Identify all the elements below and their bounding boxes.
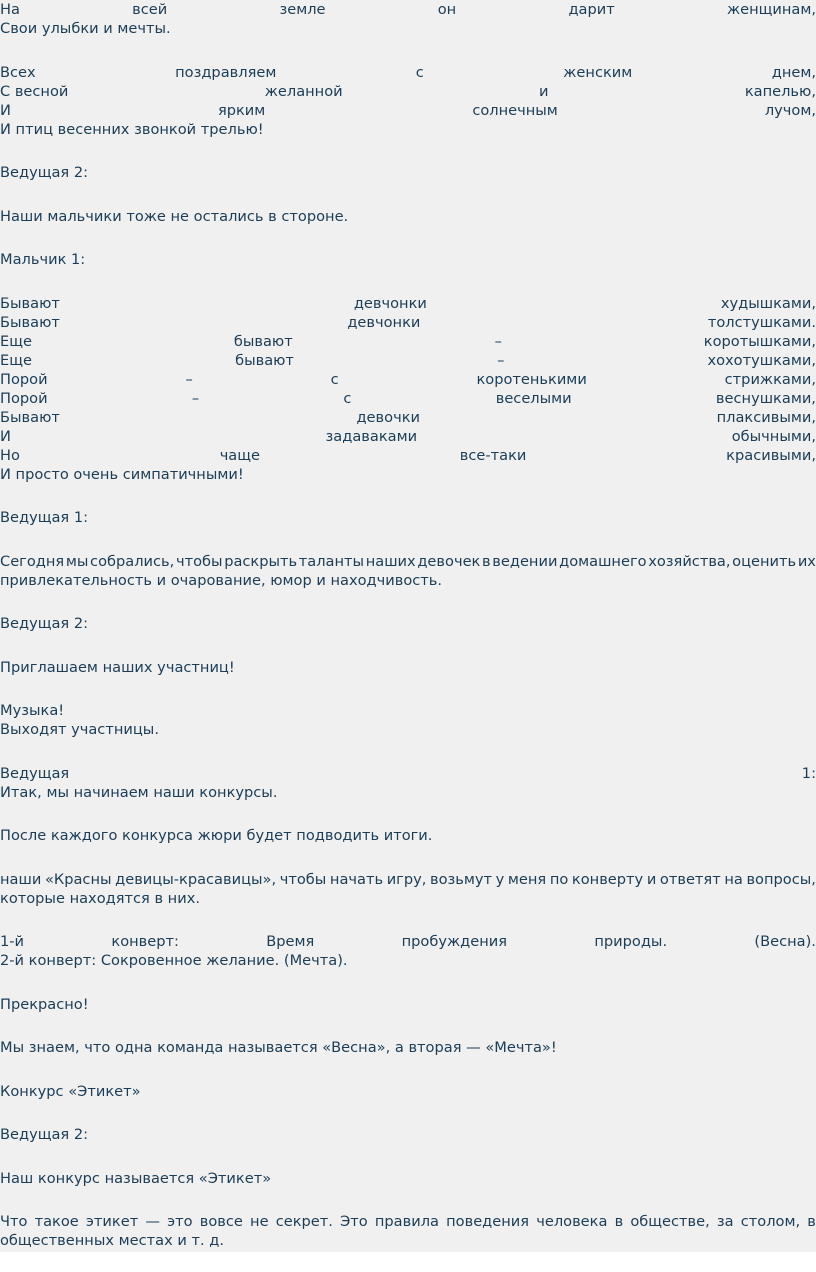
speaker-label: Мальчик 1: bbox=[0, 251, 86, 268]
word: в bbox=[482, 552, 491, 570]
word: днем, bbox=[771, 63, 816, 81]
justified-line bbox=[0, 870, 816, 889]
poem-stanza-1 bbox=[0, 0, 816, 38]
word: обществе, bbox=[630, 1213, 710, 1230]
paragraph: Наш конкурс называется «Этикет» bbox=[0, 1169, 272, 1187]
word: женщинам, bbox=[726, 1, 816, 18]
word: бывают bbox=[233, 332, 293, 350]
word: Еще bbox=[0, 332, 32, 350]
word: природы. bbox=[594, 933, 668, 950]
paragraph bbox=[0, 870, 816, 908]
word: плаксивыми, bbox=[716, 408, 816, 426]
word: чтобы bbox=[175, 552, 223, 570]
word: оценить bbox=[732, 552, 797, 570]
justified-line bbox=[0, 552, 816, 571]
speaker-label: Ведущая 2: bbox=[0, 1126, 89, 1143]
word: ведении bbox=[492, 552, 558, 570]
word: начать bbox=[329, 870, 384, 888]
word: за bbox=[716, 1213, 734, 1230]
word: толстушками. bbox=[707, 313, 816, 331]
word: земле bbox=[279, 1, 326, 18]
word: он bbox=[437, 1, 457, 18]
word: бывают bbox=[235, 351, 294, 369]
speaker-label: Ведущая 2: bbox=[0, 615, 89, 632]
word: собрались, bbox=[90, 552, 175, 570]
word: стрижками, bbox=[724, 370, 816, 388]
paragraph-line: общественных местах и т. д. bbox=[0, 1232, 225, 1249]
justified-line bbox=[0, 294, 816, 313]
word: девочек bbox=[417, 552, 481, 570]
word: девчонки bbox=[353, 294, 427, 312]
word: человека bbox=[536, 1213, 608, 1230]
word: и bbox=[646, 870, 657, 888]
word: их bbox=[797, 552, 816, 570]
word: конверт: bbox=[111, 933, 179, 950]
word: худышками, bbox=[720, 294, 816, 312]
justified-line bbox=[0, 764, 816, 783]
word: — bbox=[145, 1213, 160, 1230]
word: с bbox=[415, 63, 424, 81]
justified-line bbox=[0, 63, 816, 82]
paragraph bbox=[0, 1212, 816, 1250]
envelopes bbox=[0, 932, 816, 970]
poem-line: И просто очень симпатичными! bbox=[0, 465, 244, 483]
stage-direction bbox=[0, 701, 816, 739]
word: это bbox=[167, 1213, 193, 1230]
word: веснушками, bbox=[715, 389, 816, 407]
word: игру, bbox=[386, 870, 427, 888]
word: конверту bbox=[571, 870, 644, 888]
word: На bbox=[0, 1, 20, 18]
paragraph: Приглашаем наших участниц! bbox=[0, 658, 235, 676]
word: в bbox=[807, 1213, 816, 1230]
word: дарит bbox=[568, 1, 615, 18]
speaker-label: Ведущая 1: bbox=[0, 509, 89, 526]
word: с bbox=[330, 370, 339, 388]
justified-line bbox=[0, 351, 816, 370]
word: секрет. bbox=[275, 1213, 333, 1230]
word: коротышками, bbox=[703, 332, 816, 350]
word: И bbox=[0, 427, 11, 445]
word: домашнего bbox=[559, 552, 647, 570]
word: чтобы bbox=[279, 870, 327, 888]
word: «Красны bbox=[44, 870, 112, 888]
paragraph: Наши мальчики тоже не остались в стороне. bbox=[0, 207, 349, 225]
paragraph: После каждого конкурса жюри будет подводить итоги. bbox=[0, 827, 433, 844]
word: девицы-красавицы», bbox=[115, 870, 277, 888]
justified-line bbox=[0, 332, 816, 351]
poem-line: И птиц весенних звонкой трелью! bbox=[0, 120, 264, 138]
word: 1-й bbox=[0, 933, 25, 950]
paragraph: Прекрасно! bbox=[0, 995, 89, 1013]
word: меня bbox=[507, 870, 547, 888]
paragraph bbox=[0, 764, 816, 802]
paragraph-line: которые находятся в них. bbox=[0, 889, 200, 907]
poem-stanza-2 bbox=[0, 63, 816, 139]
word: Время bbox=[266, 933, 315, 950]
word: возьмут bbox=[430, 870, 493, 888]
word: Бывают bbox=[0, 313, 60, 331]
justified-line bbox=[0, 427, 816, 446]
word: у bbox=[495, 870, 505, 888]
stage-direction-line: Музыка! bbox=[0, 702, 65, 719]
word: вовсе bbox=[199, 1213, 243, 1230]
word: Всех bbox=[0, 63, 36, 81]
word: 1: bbox=[801, 764, 816, 782]
word: Бывают bbox=[0, 408, 60, 426]
word: мы bbox=[65, 552, 89, 570]
word: поведения bbox=[446, 1213, 530, 1230]
paragraph-line: привлекательность и очарование, юмор и находчивость. bbox=[0, 571, 443, 589]
word: С весной bbox=[0, 82, 69, 100]
word: наших bbox=[365, 552, 416, 570]
stage-direction-line: Выходят участницы. bbox=[0, 721, 159, 738]
justified-line bbox=[0, 313, 816, 332]
word: всей bbox=[132, 1, 168, 18]
paragraph bbox=[0, 552, 816, 590]
word: девчонки bbox=[347, 313, 421, 331]
word: пробуждения bbox=[401, 933, 508, 950]
poem-line: Свои улыбки и мечты. bbox=[0, 20, 171, 37]
word: Что bbox=[0, 1213, 28, 1230]
justified-line bbox=[0, 101, 816, 120]
word: задаваками bbox=[325, 427, 418, 445]
word: – bbox=[494, 332, 502, 350]
justified-line bbox=[0, 1212, 816, 1231]
word: Бывают bbox=[0, 294, 60, 312]
paragraph-line: 2-й конверт: Сокровенное желание. (Мечта). bbox=[0, 952, 348, 969]
word: ярким bbox=[217, 101, 266, 119]
word: лучом, bbox=[764, 101, 816, 119]
word: Но bbox=[0, 446, 20, 464]
justified-line bbox=[0, 932, 816, 951]
speaker-label: Ведущая 2: bbox=[0, 164, 89, 181]
word: не bbox=[250, 1213, 269, 1230]
word: солнечным bbox=[472, 101, 558, 119]
word: И bbox=[0, 101, 11, 119]
justified-line bbox=[0, 82, 816, 101]
word: и bbox=[538, 82, 549, 100]
word: с bbox=[343, 389, 352, 407]
word: ответят bbox=[659, 870, 721, 888]
word: правила bbox=[374, 1213, 439, 1230]
justified-line bbox=[0, 446, 816, 465]
word: девочки bbox=[356, 408, 420, 426]
justified-line bbox=[0, 389, 816, 408]
word: в bbox=[614, 1213, 624, 1230]
word: женским bbox=[563, 63, 633, 81]
section-heading: Конкурс «Этикет» bbox=[0, 1082, 141, 1100]
word: Ведущая bbox=[0, 764, 70, 782]
word: Сегодня bbox=[0, 552, 65, 570]
word: Еще bbox=[0, 351, 32, 369]
word: раскрыть bbox=[224, 552, 298, 570]
word: вопросы, bbox=[746, 870, 816, 888]
word: коротенькими bbox=[476, 370, 587, 388]
word: обычными, bbox=[731, 427, 816, 445]
word: поздравляем bbox=[175, 63, 277, 81]
word: таланты bbox=[298, 552, 365, 570]
word: хозяйства, bbox=[648, 552, 731, 570]
word: Это bbox=[340, 1213, 368, 1230]
word: этикет bbox=[85, 1213, 139, 1230]
word: капелью, bbox=[744, 82, 816, 100]
word: – bbox=[497, 351, 505, 369]
word: наши bbox=[0, 870, 42, 888]
paragraph: Мы знаем, что одна команда называется «Весна», а вторая — «Мечта»! bbox=[0, 1039, 557, 1056]
word: на bbox=[724, 870, 743, 888]
justified-line bbox=[0, 370, 816, 389]
paragraph-line: Итак, мы начинаем наши конкурсы. bbox=[0, 783, 278, 801]
word: по bbox=[549, 870, 569, 888]
word: веселыми bbox=[495, 389, 572, 407]
word: Порой bbox=[0, 370, 48, 388]
word: Порой bbox=[0, 389, 48, 407]
word: – bbox=[185, 370, 193, 388]
word: – bbox=[191, 389, 200, 407]
boy-poem bbox=[0, 294, 816, 484]
word: такое bbox=[34, 1213, 79, 1230]
justified-line bbox=[0, 0, 816, 19]
word: все-таки bbox=[459, 446, 527, 464]
word: столом, bbox=[740, 1213, 801, 1230]
word: красивыми, bbox=[726, 446, 816, 464]
word: чаще bbox=[219, 446, 260, 464]
word: хохотушками, bbox=[707, 351, 816, 369]
justified-line bbox=[0, 408, 816, 427]
word: желанной bbox=[264, 82, 343, 100]
word: (Весна). bbox=[754, 933, 816, 950]
